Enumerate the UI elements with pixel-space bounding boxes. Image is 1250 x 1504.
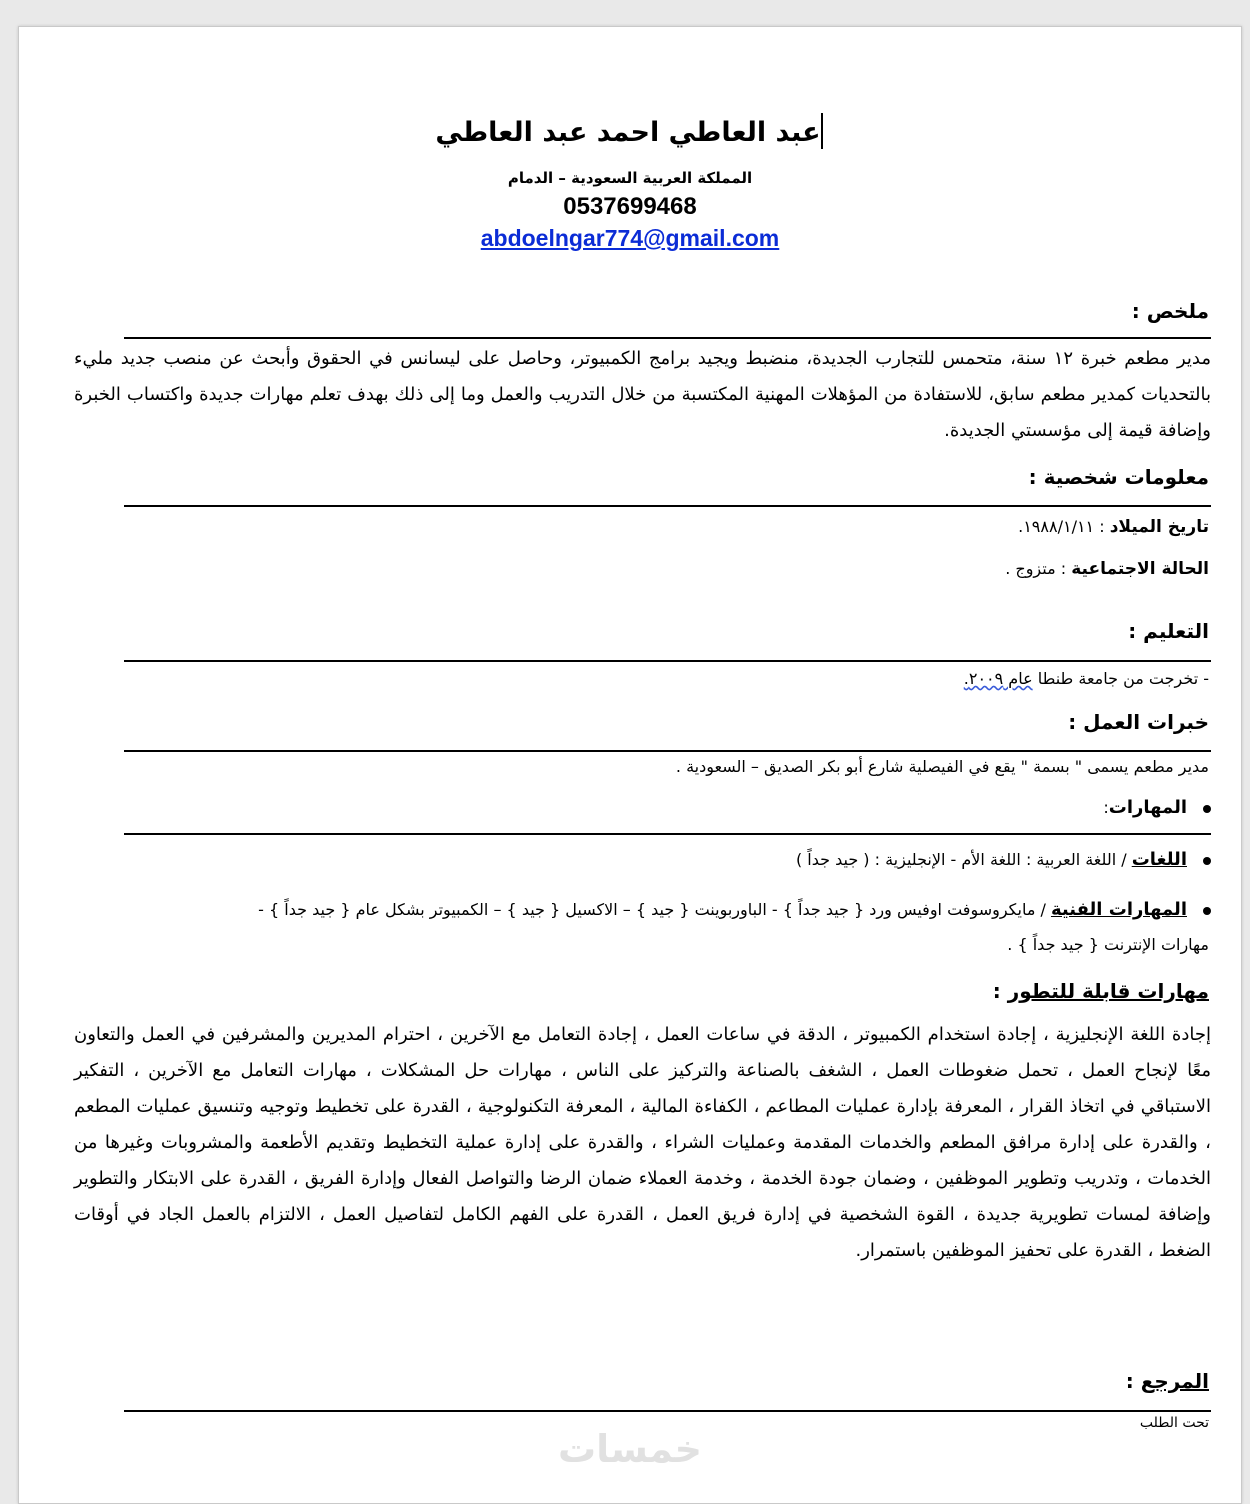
- candidate-phone: 0537699468: [563, 193, 697, 220]
- candidate-name: عبد العاطي احمد عبد العاطي: [19, 113, 1241, 149]
- birth-date-value: : ١٩٨٨/١/١١.: [1018, 517, 1110, 536]
- technical-skills-item: المهارات الفنية / مايكروسوفت اوفيس ورد { جيد جداً } - الباوربوينت { جيد } – الاكسيل { جيد } – الكمبيوتر بشكل عام { جيد جداً } -: [258, 899, 1211, 920]
- candidate-location: المملكة العربية السعودية – الدمام: [507, 169, 753, 187]
- development-skills-heading: مهارات قابلة للتطور :: [992, 979, 1209, 1003]
- technical-skills-continued: مهارات الإنترنت { جيد جداً } .: [1007, 935, 1209, 954]
- marital-status-label: الحالة الاجتماعية: [1071, 559, 1209, 579]
- experience-divider: [124, 750, 1211, 752]
- education-heading: التعليم :: [1128, 619, 1209, 643]
- personal-info-heading: معلومات شخصية :: [1028, 465, 1209, 489]
- spellcheck-flagged-text: عام ٢٠٠٩.: [963, 669, 1033, 688]
- summary-heading: ملخص :: [1131, 299, 1209, 323]
- education-divider: [124, 660, 1211, 662]
- reference-heading: المرجع :: [1125, 1369, 1209, 1393]
- personal-info-divider: [124, 505, 1211, 507]
- bullet-icon: [1203, 857, 1211, 865]
- candidate-email-link[interactable]: abdoelngar774@gmail.com: [480, 225, 780, 251]
- bullet-icon: [1203, 907, 1211, 915]
- watermark-logo: خمسات: [558, 1427, 702, 1471]
- languages-item: اللغات / اللغة العربية : اللغة الأم - الإنجليزية : ( جيد جداً ): [796, 849, 1211, 870]
- skills-divider: [124, 833, 1211, 835]
- summary-text: مدير مطعم خبرة ١٢ سنة، متحمس للتجارب الجديدة، منضبط ويجيد برامج الكمبيوتر، وحاصل على ليسانس في الحقوق وأبحث عن منصب جديد مليء بالتحديات كمدير مطعم سابق، للاستفادة من المؤهلات المهنية المكتسبة من خلال التدريب والعمل وما إلى ذلك بهدف تعلم مهارات جديدة واكتساب الخبرة وإضافة قيمة إلى مؤسستي الجديدة.: [74, 348, 1211, 441]
- skills-heading: المهارات:: [1103, 797, 1211, 818]
- summary-divider: [124, 337, 1211, 339]
- resume-page: [18, 26, 1242, 1504]
- reference-text: تحت الطلب: [1139, 1415, 1209, 1431]
- birth-date: [1018, 517, 1209, 537]
- development-skills-text: إجادة اللغة الإنجليزية ، إجادة استخدام الكمبيوتر ، الدقة في ساعات العمل ، إجادة التعامل مع الآخرين ، احترام المديرين والمشرفين في العمل والتعاون معًا لإنجاح العمل ، تحمل ضغوطات العمل ، الشغف بالصناعة والتركيز على الناس ، مهارات حل المشكلات ، مهارات التعامل مع الآخرين ، التفكير الاستباقي في اتخاذ القرار ، المعرفة بإدارة عمليات المطاعم ، الكفاءة المالية ، المعرفة التكنولوجية ، القدرة على تخطيط وتوجيه وتنسيق عمليات المطعم ، والقدرة على إدارة مرافق المطعم والخدمات المقدمة وعمليات الشراء ، والقدرة على إدارة عملية التخطيط وتقديم الأطعمة والمشروبات وغيرها من الخدمات ، وتدريب وتطوير الموظفين ، وضمان جودة الخدمة ، وخدمة العملاء ضمان الرضا والتواصل الفعال وإدارة الفريق ، القدرة على الابتكار والتطوير وإضافة لمسات تطويرية جديدة ، القوة الشخصية في إدارة فريق العمل ، القدرة على الفهم الكامل لتفاصيل العمل ، الالتزام بالعمل الجاد في أوقات الضغط ، القدرة على تحفيز الموظفين باستمرار.: [74, 1024, 1211, 1261]
- bullet-icon: [1203, 805, 1211, 813]
- birth-date-label: تاريخ الميلاد: [1109, 517, 1209, 537]
- experience-text: مدير مطعم يسمى " بسمة " يقع في الفيصلية شارع أبو بكر الصديق – السعودية .: [675, 757, 1209, 776]
- education-text: - تخرجت من جامعة طنطا عام ٢٠٠٩.: [963, 669, 1209, 688]
- reference-divider: [124, 1410, 1211, 1412]
- experience-heading: خبرات العمل :: [1068, 710, 1209, 734]
- text-cursor: [821, 113, 823, 149]
- marital-status: [1005, 559, 1209, 579]
- marital-status-value: : متزوج .: [1005, 559, 1072, 578]
